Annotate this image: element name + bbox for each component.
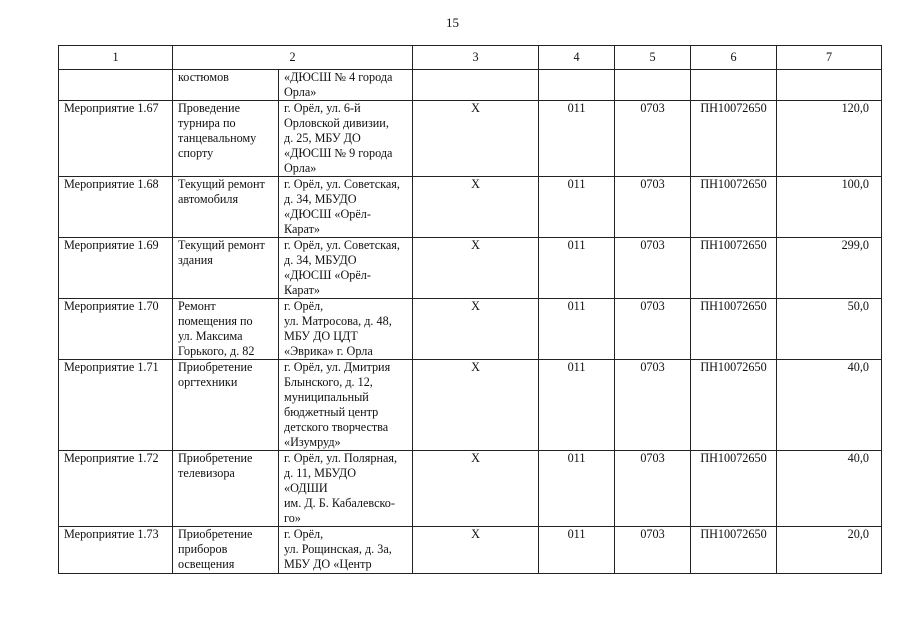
header-cell-3: 3	[413, 46, 539, 70]
table-row	[59, 177, 882, 238]
col7-cell: 50,0	[777, 299, 882, 360]
col3-cell: Х	[413, 527, 539, 574]
col6-cell: ПН10072650	[691, 177, 777, 238]
event-cell: Мероприятие 1.67	[59, 101, 173, 177]
continuation-col7-cell	[777, 70, 882, 101]
col7-cell: 40,0	[777, 451, 882, 527]
col6-cell: ПН10072650	[691, 299, 777, 360]
col4-cell: 011	[539, 527, 615, 574]
col5-cell: 0703	[615, 299, 691, 360]
col4-cell: 011	[539, 360, 615, 451]
name-cell: Текущий ремонт здания	[173, 238, 279, 299]
budget-table	[58, 45, 882, 574]
table-body	[59, 46, 882, 574]
col4-cell: 011	[539, 101, 615, 177]
event-cell: Мероприятие 1.72	[59, 451, 173, 527]
col3-cell: Х	[413, 299, 539, 360]
col3-cell: Х	[413, 451, 539, 527]
col7-cell: 120,0	[777, 101, 882, 177]
address-cell: г. Орёл, ул. Советская, д. 34, МБУДО «ДЮСШ «Орёл- Карат»	[279, 238, 413, 299]
table-row	[59, 527, 882, 574]
continuation-col5-cell	[615, 70, 691, 101]
page-number: 15	[446, 15, 459, 30]
address-cell: г. Орёл, ул. Дмитрия Блынского, д. 12, муниципальный бюджетный центр детского творчества «Изумруд»	[279, 360, 413, 451]
header-cell-2: 2	[173, 46, 413, 70]
address-cell: г. Орёл, ул. Советская, д. 34, МБУДО «ДЮСШ «Орёл- Карат»	[279, 177, 413, 238]
col5-cell: 0703	[615, 360, 691, 451]
table-row	[59, 360, 882, 451]
col7-cell: 40,0	[777, 360, 882, 451]
col4-cell: 011	[539, 299, 615, 360]
table-row	[59, 299, 882, 360]
name-cell: Проведение турнира по танцевальному спорту	[173, 101, 279, 177]
header-cell-6: 6	[691, 46, 777, 70]
name-cell: Текущий ремонт автомобиля	[173, 177, 279, 238]
header-cell-4: 4	[539, 46, 615, 70]
col4-cell: 011	[539, 451, 615, 527]
name-cell: Ремонт помещения по ул. Максима Горького, д. 82	[173, 299, 279, 360]
col6-cell: ПН10072650	[691, 238, 777, 299]
header-cell-7: 7	[777, 46, 882, 70]
col7-cell: 299,0	[777, 238, 882, 299]
col5-cell: 0703	[615, 177, 691, 238]
col4-cell: 011	[539, 177, 615, 238]
header-cell-5: 5	[615, 46, 691, 70]
continuation-row	[59, 70, 882, 101]
address-cell: г. Орёл, ул. 6-й Орловской дивизии, д. 25, МБУ ДО «ДЮСШ № 9 города Орла»	[279, 101, 413, 177]
col6-cell: ПН10072650	[691, 451, 777, 527]
col5-cell: 0703	[615, 238, 691, 299]
continuation-col4-cell	[539, 70, 615, 101]
col7-cell: 100,0	[777, 177, 882, 238]
col6-cell: ПН10072650	[691, 527, 777, 574]
event-cell: Мероприятие 1.71	[59, 360, 173, 451]
event-cell: Мероприятие 1.70	[59, 299, 173, 360]
name-cell: Приобретение приборов освещения	[173, 527, 279, 574]
name-cell: Приобретение оргтехники	[173, 360, 279, 451]
header-cell-1: 1	[59, 46, 173, 70]
event-cell: Мероприятие 1.69	[59, 238, 173, 299]
col5-cell: 0703	[615, 101, 691, 177]
col3-cell: Х	[413, 238, 539, 299]
table-row	[59, 451, 882, 527]
table-row	[59, 238, 882, 299]
address-cell: г. Орёл, ул. Рощинская, д. 3а, МБУ ДО «Центр	[279, 527, 413, 574]
col7-cell: 20,0	[777, 527, 882, 574]
continuation-event-cell	[59, 70, 173, 101]
continuation-name-cell: костюмов	[173, 70, 279, 101]
address-cell: г. Орёл, ул. Полярная, д. 11, МБУДО «ОДШИ им. Д. Б. Кабалевско- го»	[279, 451, 413, 527]
col6-cell: ПН10072650	[691, 101, 777, 177]
continuation-address-cell: «ДЮСШ № 4 города Орла»	[279, 70, 413, 101]
col5-cell: 0703	[615, 451, 691, 527]
col5-cell: 0703	[615, 527, 691, 574]
continuation-col3-cell	[413, 70, 539, 101]
name-cell: Приобретение телевизора	[173, 451, 279, 527]
col3-cell: Х	[413, 101, 539, 177]
table-row	[59, 101, 882, 177]
event-cell: Мероприятие 1.73	[59, 527, 173, 574]
address-cell: г. Орёл, ул. Матросова, д. 48, МБУ ДО ЦДТ «Эврика» г. Орла	[279, 299, 413, 360]
continuation-col6-cell	[691, 70, 777, 101]
event-cell: Мероприятие 1.68	[59, 177, 173, 238]
col3-cell: Х	[413, 360, 539, 451]
col4-cell: 011	[539, 238, 615, 299]
col3-cell: Х	[413, 177, 539, 238]
col6-cell: ПН10072650	[691, 360, 777, 451]
table-header-row	[59, 46, 882, 70]
